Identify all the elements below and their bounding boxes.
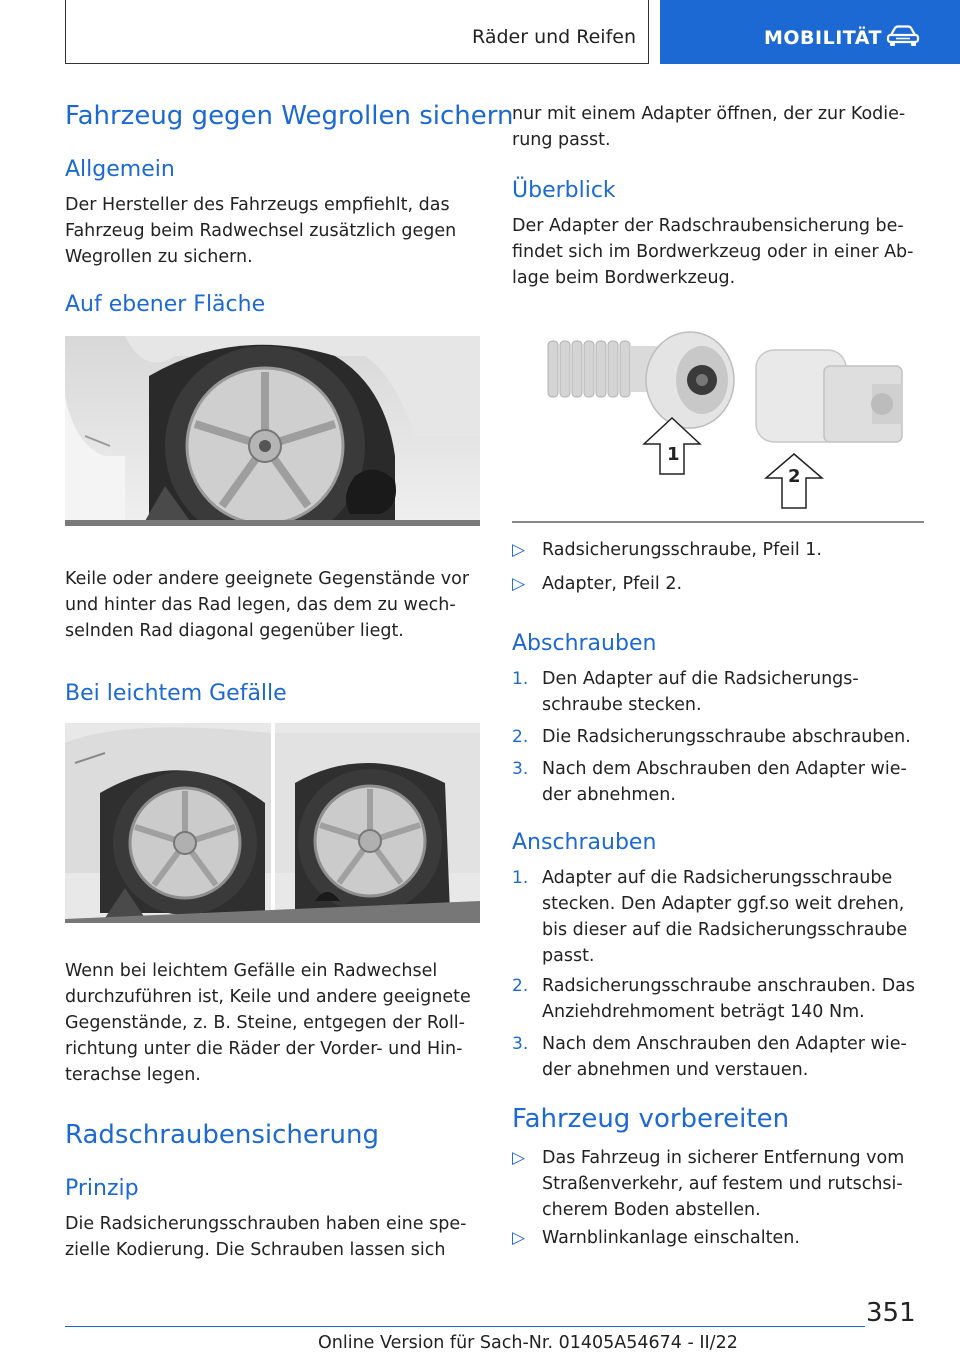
heading-unscrew: Abschrauben <box>512 631 657 656</box>
text-line: terachse legen. <box>65 1065 201 1085</box>
list-item-text <box>542 756 907 808</box>
text-line: Adapter auf die Radsicherungsschraube <box>542 868 893 888</box>
paragraph-flat-surface <box>65 566 469 644</box>
heading-screw-on: Anschrauben <box>512 830 657 855</box>
text-line: Wenn bei leichtem Gefälle ein Radwechsel <box>65 961 438 981</box>
bullet-triangle-icon: ▷ <box>512 540 526 560</box>
text-line: selnden Rad diagonal gegenüber liegt. <box>65 621 404 641</box>
heading-wheel-lock: Radschraubensicherung <box>65 1120 380 1150</box>
text-line: Der Adapter der Radschraubensicherung be‐ <box>512 216 904 236</box>
text-line: Den Adapter auf die Radsicherungs‐ <box>542 669 859 689</box>
text-line: durchzuführen ist, Keile und andere geeignete <box>65 987 471 1007</box>
list-item-text <box>542 1031 907 1083</box>
text-line: der abnehmen und verstauen. <box>542 1060 809 1080</box>
text-line: Gegenstände, z. B. Steine, entgegen der Roll‐ <box>65 1013 465 1033</box>
text-line: Nach dem Abschrauben den Adapter wie‐ <box>542 759 907 779</box>
heading-principle: Prinzip <box>65 1176 139 1201</box>
figure-wheel-lock-adapter <box>512 326 924 530</box>
list-item-text: Radsicherungsschraube, Pfeil 1. <box>542 540 822 560</box>
list-item-text <box>542 724 911 750</box>
list-item-text <box>542 865 907 969</box>
text-line: bis dieser auf die Radsicherungsschraube <box>542 920 908 940</box>
text-line: Straßenverkehr, auf festem und rutschsi‐ <box>542 1174 903 1194</box>
step-number: 3. <box>512 759 529 779</box>
header-chapter-title: MOBILITÄT <box>764 27 882 49</box>
text-line: passt. <box>542 946 595 966</box>
text-line: Wegrollen zu sichern. <box>65 247 253 267</box>
heading-flat-surface: Auf ebener Fläche <box>65 292 266 317</box>
list-item-text <box>542 973 915 1025</box>
heading-overview: Überblick <box>512 178 616 203</box>
text-line: schraube stecken. <box>542 695 702 715</box>
paragraph-general <box>65 192 456 270</box>
text-line: Die Radsicherungsschrauben haben eine spe‐ <box>65 1214 467 1234</box>
figure-label-1: 1 <box>667 444 680 465</box>
text-line: findet sich im Bordwerkzeug oder in einer Ab‐ <box>512 242 914 262</box>
step-number: 2. <box>512 727 529 747</box>
text-line: nur mit einem Adapter öffnen, der zur Kodie‐ <box>512 104 906 124</box>
text-line: rung passt. <box>512 130 611 150</box>
step-number: 3. <box>512 1034 529 1054</box>
step-number: 2. <box>512 976 529 996</box>
text-line: stecken. Den Adapter ggf.so weit drehen, <box>542 894 905 914</box>
heading-prepare-vehicle: Fahrzeug vorbereiten <box>512 1104 790 1134</box>
paragraph-principle-continued <box>512 101 905 153</box>
list-item-text: Adapter, Pfeil 2. <box>542 574 683 594</box>
text-line: Keile oder andere geeignete Gegenstände vor <box>65 569 470 589</box>
footer-divider <box>65 1326 865 1327</box>
text-line: Der Hersteller des Fahrzeugs empfiehlt, das <box>65 195 450 215</box>
heading-general: Allgemein <box>65 157 175 182</box>
paragraph-overview <box>512 213 913 291</box>
car-icon <box>886 25 920 51</box>
heading-wheel-chock: Fahrzeug gegen Wegrollen sichern <box>65 101 514 131</box>
text-line: Fahrzeug beim Radwechsel zusätzlich gegen <box>65 221 457 241</box>
text-line: Die Radsicherungsschraube abschrauben. <box>542 727 911 747</box>
text-line: Das Fahrzeug in sicherer Entfernung vom <box>542 1148 905 1168</box>
figure-slight-slope-wheels <box>65 723 480 927</box>
header-section-title: Räder und Reifen <box>472 26 636 48</box>
list-item-text <box>542 1225 800 1251</box>
list-item-text <box>542 1145 904 1223</box>
heading-slight-slope: Bei leichtem Gefälle <box>65 681 287 706</box>
header-chapter-tab <box>660 0 960 64</box>
text-line: lage beim Bordwerkzeug. <box>512 268 736 288</box>
step-number: 1. <box>512 669 529 689</box>
bullet-triangle-icon: ▷ <box>512 1228 526 1248</box>
bullet-triangle-icon: ▷ <box>512 574 526 594</box>
paragraph-principle <box>65 1211 466 1263</box>
figure-flat-surface-wheel <box>65 336 480 530</box>
page-number: 351 <box>866 1298 916 1328</box>
text-line: richtung unter die Räder der Vorder- und Hin‐ <box>65 1039 463 1059</box>
paragraph-slight-slope <box>65 958 471 1088</box>
list-item-text <box>542 666 859 718</box>
text-line: Nach dem Anschrauben den Adapter wie‐ <box>542 1034 907 1054</box>
text-line: Radsicherungsschraube anschrauben. Das <box>542 976 916 996</box>
text-line: Warnblinkanlage einschalten. <box>542 1228 800 1248</box>
footer-text: Online Version für Sach-Nr. 01405A54674 - II/22 <box>318 1333 738 1353</box>
bullet-triangle-icon: ▷ <box>512 1148 526 1168</box>
text-line: zielle Kodierung. Die Schrauben lassen sich <box>65 1240 446 1260</box>
figure-label-2: 2 <box>788 466 801 487</box>
text-line: der abnehmen. <box>542 785 676 805</box>
text-line: cherem Boden abstellen. <box>542 1200 761 1220</box>
step-number: 1. <box>512 868 529 888</box>
text-line: Anziehdrehmoment beträgt 140 Nm. <box>542 1002 865 1022</box>
text-line: und hinter das Rad legen, das dem zu wech‐ <box>65 595 456 615</box>
